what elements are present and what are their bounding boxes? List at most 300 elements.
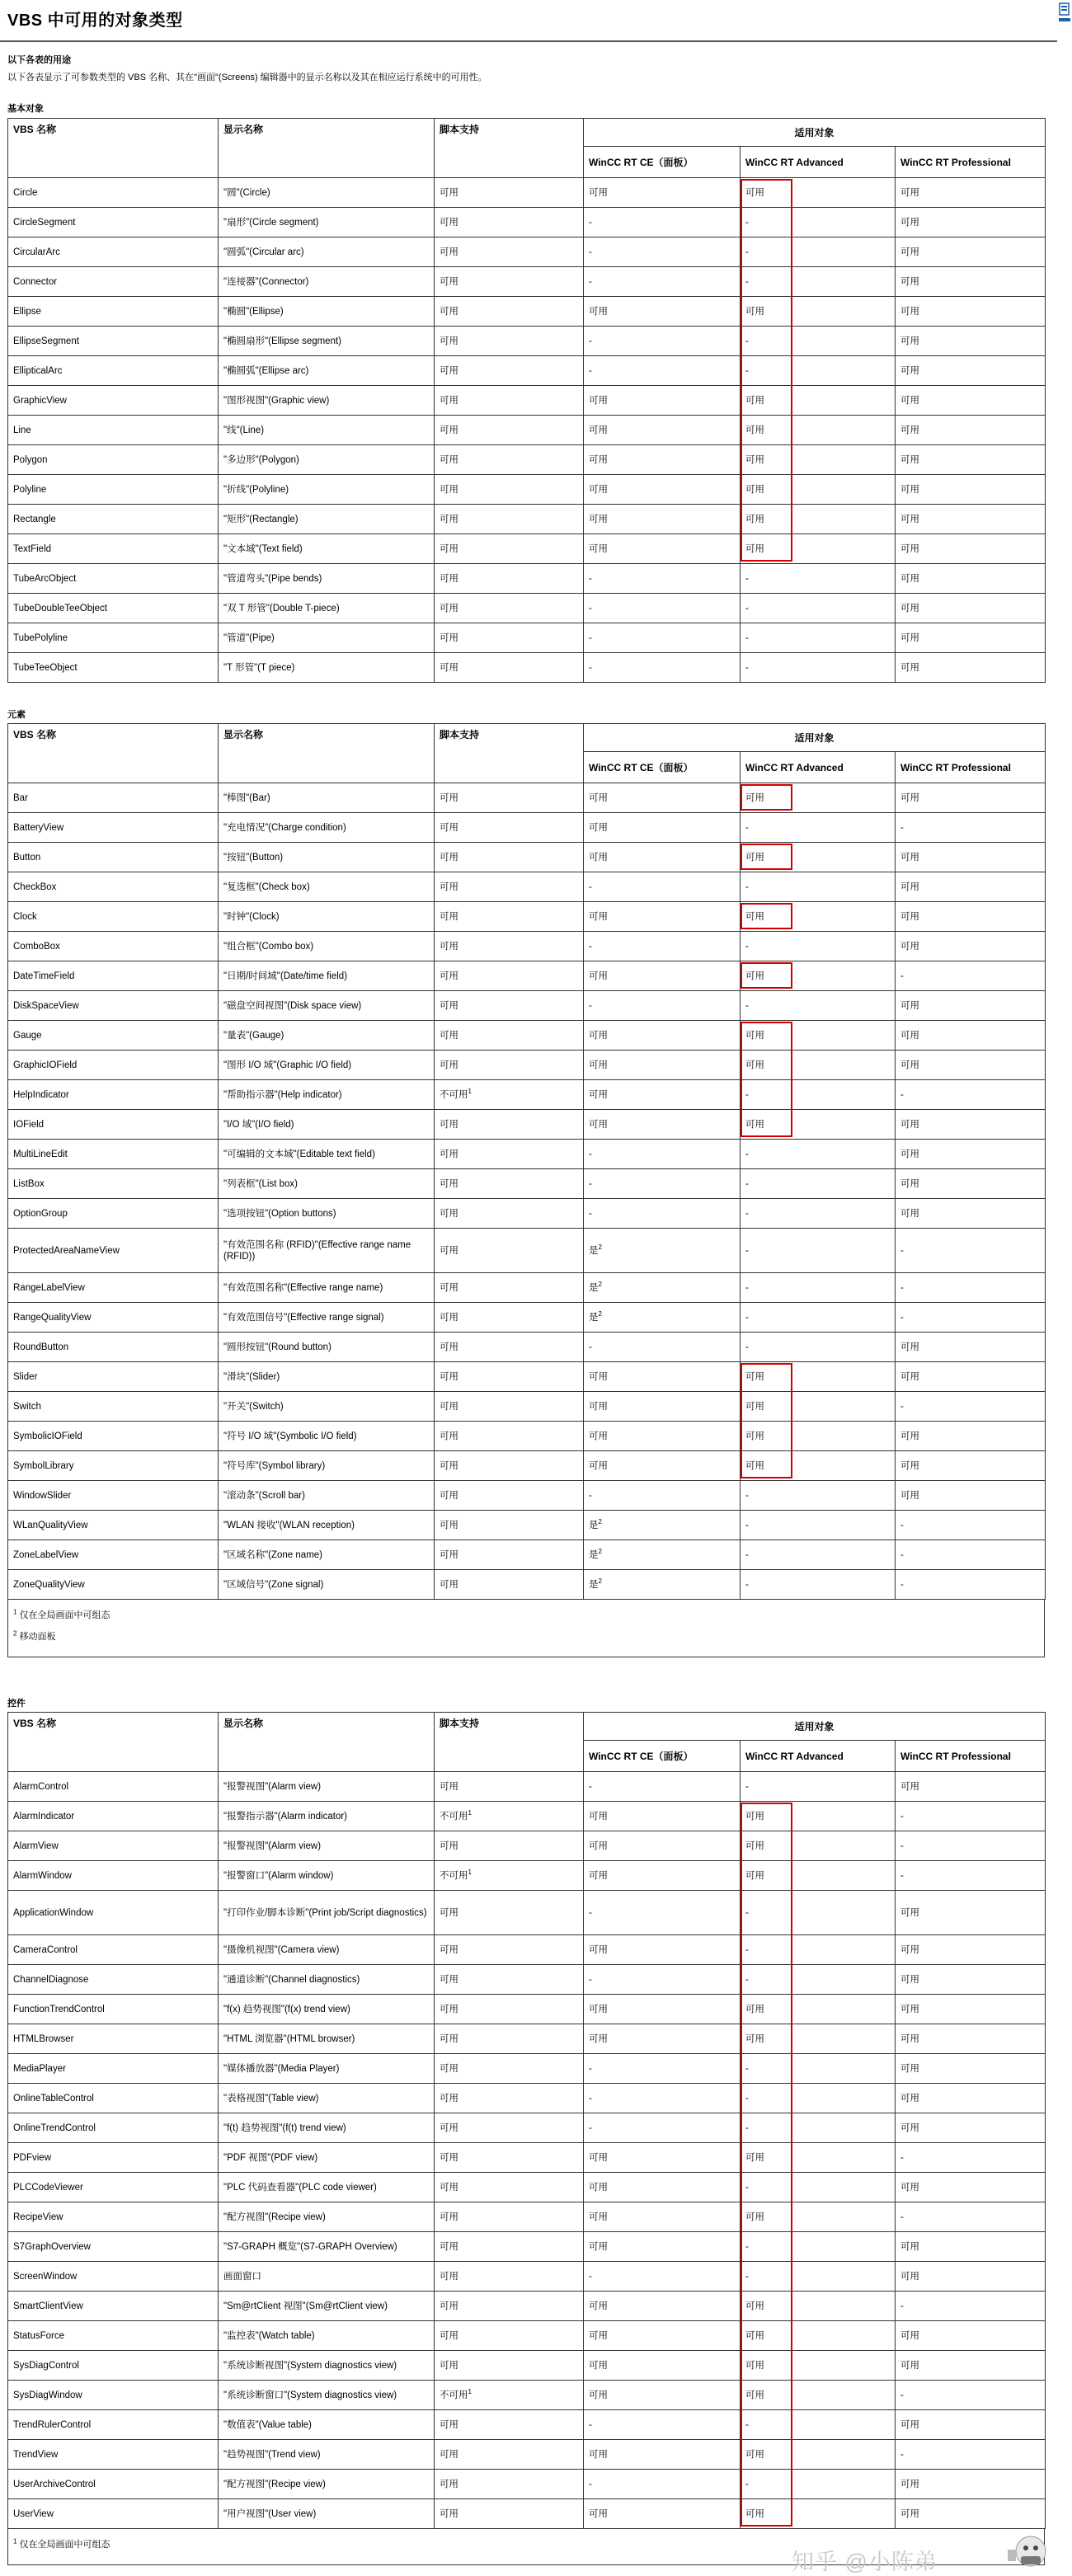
vbs-name-cell: FunctionTrendControl [8, 1995, 219, 2024]
vbs-name-cell: MultiLineEdit [8, 1140, 219, 1169]
display-name-cell: "圆"(Circle) [219, 178, 435, 208]
script-support-cell: 可用 [435, 1935, 584, 1965]
vbs-name-cell: ApplicationWindow [8, 1891, 219, 1935]
display-name-cell: "帮助指示器"(Help indicator) [219, 1080, 435, 1110]
vbs-name-cell: UserArchiveControl [8, 2470, 219, 2499]
display-name-cell: "系统诊断窗口"(System diagnostics view) [219, 2381, 435, 2410]
ce-cell: - [584, 991, 741, 1021]
section-heading: 元素 [7, 710, 26, 720]
display-name-cell: "配方视图"(Recipe view) [219, 2202, 435, 2232]
ce-cell: 可用 [584, 902, 741, 932]
advanced-cell: - [741, 872, 896, 902]
ce-cell: 可用 [584, 1995, 741, 2024]
advanced-cell: - [741, 208, 896, 237]
vbs-name-cell: Line [8, 416, 219, 445]
watermark-text: 知乎 @小陈弟 [792, 2550, 938, 2574]
professional-cell: 可用 [896, 1333, 1046, 1362]
footnote-mark: 2 [598, 1517, 602, 1525]
table-row [8, 1169, 1046, 1199]
col-header-ce: WinCC RT CE（面板） [584, 752, 741, 783]
ce-cell: 可用 [584, 1935, 741, 1965]
table-row [8, 2440, 1046, 2470]
professional-cell: 可用 [896, 356, 1046, 386]
professional-cell: 可用 [896, 2499, 1046, 2529]
display-name-cell: "PDF 视图"(PDF view) [219, 2143, 435, 2173]
table-row [8, 1570, 1046, 1600]
professional-cell: 可用 [896, 237, 1046, 267]
professional-cell: 可用 [896, 2410, 1046, 2440]
professional-cell: 可用 [896, 1772, 1046, 1802]
advanced-cell: - [741, 2232, 896, 2262]
ce-cell: 可用 [584, 1861, 741, 1891]
display-name-cell: "符号 I/O 域"(Symbolic I/O field) [219, 1422, 435, 1451]
ce-cell: 可用 [584, 2321, 741, 2351]
script-support-cell: 可用 [435, 2292, 584, 2321]
table-row [8, 961, 1046, 991]
table-row [8, 2470, 1046, 2499]
display-name-cell: "有效范围名称"(Effective range name) [219, 1273, 435, 1303]
ce-cell: 可用 [584, 297, 741, 327]
advanced-cell: - [741, 813, 896, 843]
footnote-mark: 1 [468, 2387, 472, 2395]
vbs-name-cell: BatteryView [8, 813, 219, 843]
col-header-advanced: WinCC RT Advanced [741, 1741, 896, 1772]
display-name-cell: "通道诊断"(Channel diagnostics) [219, 1965, 435, 1995]
col-header-display-name: 显示名称 [219, 119, 435, 178]
display-name-cell: "图形视图"(Graphic view) [219, 386, 435, 416]
table-row [8, 2173, 1046, 2202]
advanced-cell: - [741, 991, 896, 1021]
display-name-cell: "选项按钮"(Option buttons) [219, 1199, 435, 1229]
advanced-cell: 可用 [741, 178, 896, 208]
vbs-name-cell: RangeLabelView [8, 1273, 219, 1303]
display-name-cell: "椭圆扇形"(Ellipse segment) [219, 327, 435, 356]
ce-cell: 是$^2$ [584, 1511, 741, 1540]
table-row [8, 1273, 1046, 1303]
vbs-name-cell: CameraControl [8, 1935, 219, 1965]
table-row [8, 1392, 1046, 1422]
display-name-cell: "椭圆弧"(Ellipse arc) [219, 356, 435, 386]
display-name-cell: "监控表"(Watch table) [219, 2321, 435, 2351]
col-header-display-name: 显示名称 [219, 724, 435, 783]
professional-cell: 可用 [896, 1362, 1046, 1392]
professional-cell: 可用 [896, 2024, 1046, 2054]
advanced-cell: 可用 [741, 386, 896, 416]
script-support-cell: 可用 [435, 1021, 584, 1051]
footnote-line: $^1$ 仅在全局画面中可组态 [13, 1608, 110, 1620]
display-name-cell: "滚动条"(Scroll bar) [219, 1481, 435, 1511]
vbs-name-cell: S7GraphOverview [8, 2232, 219, 2262]
footnote-mark: 1 [13, 2537, 17, 2545]
table-row [8, 1303, 1046, 1333]
intro-text: 以下各表显示了可参数类型的 VBS 名称、其在"画面"(Screens) 编辑器中的显示名称以及其在相应运行系统中的可用性。 [7, 73, 487, 82]
advanced-cell: - [741, 1772, 896, 1802]
col-header-script-support: 脚本支持 [435, 119, 584, 178]
table-row [8, 2024, 1046, 2054]
col-header-applies-to: 适用对象 [584, 1713, 1046, 1741]
display-name-cell: "I/O 域"(I/O field) [219, 1110, 435, 1140]
table-row [8, 932, 1046, 961]
ce-cell: 可用 [584, 386, 741, 416]
ce-cell: 是$^2$ [584, 1303, 741, 1333]
professional-cell: 可用 [896, 2113, 1046, 2143]
script-support-cell: 可用 [435, 813, 584, 843]
vbs-name-cell: TubeArcObject [8, 564, 219, 594]
display-name-cell: "磁盘空间视图"(Disk space view) [219, 991, 435, 1021]
advanced-cell: 可用 [741, 843, 896, 872]
table-row [8, 1451, 1046, 1481]
table-row [8, 843, 1046, 872]
vbs-name-cell: PLCCodeViewer [8, 2173, 219, 2202]
professional-cell: - [896, 1392, 1046, 1422]
display-name-cell: "圆弧"(Circular arc) [219, 237, 435, 267]
advanced-cell: - [741, 2470, 896, 2499]
professional-cell: 可用 [896, 1891, 1046, 1935]
advanced-cell: 可用 [741, 1021, 896, 1051]
vbs-name-cell: CircleSegment [8, 208, 219, 237]
script-support-cell: 可用 [435, 2143, 584, 2173]
display-name-cell: "连接器"(Connector) [219, 267, 435, 297]
script-support-cell: 可用 [435, 1392, 584, 1422]
table-row [8, 2262, 1046, 2292]
vbs-name-cell: Polyline [8, 475, 219, 505]
script-support-cell: 可用 [435, 386, 584, 416]
script-support-cell: 可用 [435, 416, 584, 445]
advanced-cell: 可用 [741, 2024, 896, 2054]
col-header-professional: WinCC RT Professional [896, 1741, 1046, 1772]
advanced-cell: - [741, 1273, 896, 1303]
footnote-line: $^2$ 移动面板 [13, 1629, 56, 1642]
script-support-cell: 可用 [435, 1229, 584, 1273]
professional-cell: 可用 [896, 653, 1046, 683]
ce-cell: - [584, 2410, 741, 2440]
professional-cell: 可用 [896, 623, 1046, 653]
display-name-cell: "数值表"(Value table) [219, 2410, 435, 2440]
vbs-name-cell: RoundButton [8, 1333, 219, 1362]
ce-cell: - [584, 594, 741, 623]
advanced-cell: - [741, 564, 896, 594]
vbs-name-cell: IOField [8, 1110, 219, 1140]
script-support-cell: 可用 [435, 1169, 584, 1199]
display-name-cell: "椭圆"(Ellipse) [219, 297, 435, 327]
script-support-cell: 可用 [435, 1511, 584, 1540]
script-support-cell: 可用 [435, 2054, 584, 2084]
advanced-cell: - [741, 2410, 896, 2440]
ce-cell: 可用 [584, 2381, 741, 2410]
display-name-cell: "折线"(Polyline) [219, 475, 435, 505]
display-name-cell: "媒体播放器"(Media Player) [219, 2054, 435, 2084]
col-header-advanced: WinCC RT Advanced [741, 752, 896, 783]
vbs-name-cell: CheckBox [8, 872, 219, 902]
document-icon[interactable] [1059, 2, 1070, 23]
col-header-vbs-name: VBS 名称 [8, 1713, 219, 1772]
vbs-name-cell: ScreenWindow [8, 2262, 219, 2292]
ce-cell: 可用 [584, 2143, 741, 2173]
ce-cell: - [584, 653, 741, 683]
vbs-name-cell: Button [8, 843, 219, 872]
table-row [8, 534, 1046, 564]
table-row [8, 564, 1046, 594]
vbs-name-cell: SmartClientView [8, 2292, 219, 2321]
display-name-cell: "报警视图"(Alarm view) [219, 1772, 435, 1802]
vbs-name-cell: ChannelDiagnose [8, 1965, 219, 1995]
script-support-cell: 可用 [435, 2262, 584, 2292]
display-name-cell: "充电情况"(Charge condition) [219, 813, 435, 843]
vbs-name-cell: OnlineTableControl [8, 2084, 219, 2113]
professional-cell: - [896, 1080, 1046, 1110]
professional-cell: 可用 [896, 1995, 1046, 2024]
vbs-name-cell: SymbolicIOField [8, 1422, 219, 1451]
ce-cell: - [584, 1140, 741, 1169]
vbs-name-cell: EllipseSegment [8, 327, 219, 356]
advanced-cell: - [741, 1229, 896, 1273]
advanced-cell: - [741, 1965, 896, 1995]
professional-cell: 可用 [896, 297, 1046, 327]
table-row [8, 2321, 1046, 2351]
script-support-cell: 可用 [435, 2499, 584, 2529]
advanced-cell: - [741, 1891, 896, 1935]
script-support-cell: 可用 [435, 2173, 584, 2202]
table-row [8, 2113, 1046, 2143]
display-name-cell: "表格视图"(Table view) [219, 2084, 435, 2113]
display-name-cell: "可编辑的文本域"(Editable text field) [219, 1140, 435, 1169]
script-support-cell: 可用 [435, 1772, 584, 1802]
advanced-cell: - [741, 653, 896, 683]
ce-cell: 可用 [584, 783, 741, 813]
ce-cell: 可用 [584, 534, 741, 564]
script-support-cell: 可用 [435, 961, 584, 991]
advanced-cell: - [741, 1333, 896, 1362]
vbs-name-cell: Slider [8, 1362, 219, 1392]
ce-cell: 可用 [584, 813, 741, 843]
professional-cell: - [896, 1802, 1046, 1831]
script-support-cell: 可用 [435, 1891, 584, 1935]
professional-cell: 可用 [896, 475, 1046, 505]
table-row [8, 1995, 1046, 2024]
table-row [8, 1772, 1046, 1802]
professional-cell: 可用 [896, 1422, 1046, 1451]
script-support-cell: 可用 [435, 208, 584, 237]
display-name-cell: "报警窗口"(Alarm window) [219, 1861, 435, 1891]
vbs-name-cell: Ellipse [8, 297, 219, 327]
vbs-name-cell: SysDiagControl [8, 2351, 219, 2381]
script-support-cell: 可用 [435, 475, 584, 505]
col-header-ce: WinCC RT CE（面板） [584, 1741, 741, 1772]
table-row [8, 208, 1046, 237]
footnote-mark: 1 [468, 1087, 472, 1095]
ce-cell: - [584, 932, 741, 961]
vbs-name-cell: SysDiagWindow [8, 2381, 219, 2410]
professional-cell: 可用 [896, 2232, 1046, 2262]
vbs-name-cell: ProtectedAreaNameView [8, 1229, 219, 1273]
professional-cell: 可用 [896, 445, 1046, 475]
table-row [8, 2084, 1046, 2113]
professional-cell: 可用 [896, 783, 1046, 813]
advanced-cell: 可用 [741, 2292, 896, 2321]
professional-cell: 可用 [896, 872, 1046, 902]
advanced-cell: 可用 [741, 1051, 896, 1080]
footnote-mark: 2 [598, 1243, 602, 1251]
professional-cell: 可用 [896, 2173, 1046, 2202]
table-row [8, 1229, 1046, 1273]
display-name-cell: "列表框"(List box) [219, 1169, 435, 1199]
display-name-cell: "滑块"(Slider) [219, 1362, 435, 1392]
watermark-avatar-icon [1006, 2531, 1052, 2571]
ce-cell: 是$^2$ [584, 1540, 741, 1570]
professional-cell: 可用 [896, 1935, 1046, 1965]
display-name-cell: "T 形管"(T piece) [219, 653, 435, 683]
ce-cell: 可用 [584, 2292, 741, 2321]
ce-cell: 是$^2$ [584, 1570, 741, 1600]
advanced-cell: 可用 [741, 2202, 896, 2232]
script-support-cell: 可用 [435, 2321, 584, 2351]
ce-cell: 可用 [584, 1080, 741, 1110]
display-name-cell: "系统诊断视图"(System diagnostics view) [219, 2351, 435, 2381]
ce-cell: - [584, 1481, 741, 1511]
table-row [8, 1861, 1046, 1891]
table-row [8, 237, 1046, 267]
script-support-cell: 可用 [435, 1965, 584, 1995]
display-name-cell: "矩形"(Rectangle) [219, 505, 435, 534]
advanced-cell: 可用 [741, 2321, 896, 2351]
table-row [8, 872, 1046, 902]
display-name-cell: "区域名称"(Zone name) [219, 1540, 435, 1570]
script-support-cell: 可用 [435, 872, 584, 902]
script-support-cell: 可用 [435, 2470, 584, 2499]
table-row [8, 594, 1046, 623]
table-row [8, 1051, 1046, 1080]
table-row [8, 1021, 1046, 1051]
display-name-cell: "有效范围名称 (RFID)"(Effective range name (RFID)) [219, 1229, 435, 1273]
ce-cell: 可用 [584, 2440, 741, 2470]
table-row [8, 653, 1046, 683]
advanced-cell: - [741, 1080, 896, 1110]
advanced-cell: - [741, 267, 896, 297]
script-support-cell: 可用 [435, 1333, 584, 1362]
professional-cell: - [896, 1511, 1046, 1540]
ce-cell: 可用 [584, 1451, 741, 1481]
vbs-name-cell: DateTimeField [8, 961, 219, 991]
professional-cell: 可用 [896, 1140, 1046, 1169]
col-header-script-support: 脚本支持 [435, 1713, 584, 1772]
advanced-cell: - [741, 1199, 896, 1229]
table-row [8, 2351, 1046, 2381]
footnote-line: $^1$ 仅在全局画面中可组态 [13, 2537, 110, 2550]
footnote-mark: 1 [468, 1868, 472, 1876]
advanced-cell: - [741, 356, 896, 386]
advanced-cell: 可用 [741, 2351, 896, 2381]
ce-cell: 可用 [584, 1021, 741, 1051]
ce-cell: 可用 [584, 2173, 741, 2202]
script-support-cell: 可用 [435, 2202, 584, 2232]
footnote-mark: 2 [598, 1280, 602, 1288]
script-support-cell: 可用 [435, 902, 584, 932]
advanced-cell: 可用 [741, 1422, 896, 1451]
table-row [8, 386, 1046, 416]
advanced-cell: - [741, 1481, 896, 1511]
vbs-name-cell: AlarmControl [8, 1772, 219, 1802]
display-name-cell: "报警指示器"(Alarm indicator) [219, 1802, 435, 1831]
vbs-name-cell: WLanQualityView [8, 1511, 219, 1540]
ce-cell: - [584, 2113, 741, 2143]
vbs-name-cell: GraphicIOField [8, 1051, 219, 1080]
script-support-cell: 可用 [435, 356, 584, 386]
advanced-cell: - [741, 1935, 896, 1965]
ce-cell: - [584, 267, 741, 297]
professional-cell: - [896, 961, 1046, 991]
table-row [8, 416, 1046, 445]
script-support-cell: 可用 [435, 1140, 584, 1169]
table-row [8, 1831, 1046, 1861]
professional-cell: - [896, 1540, 1046, 1570]
section-heading: 基本对象 [7, 104, 44, 114]
professional-cell: 可用 [896, 1021, 1046, 1051]
script-support-cell: 可用 [435, 2113, 584, 2143]
ce-cell: 可用 [584, 1802, 741, 1831]
advanced-cell: 可用 [741, 1995, 896, 2024]
col-header-professional: WinCC RT Professional [896, 147, 1046, 178]
professional-cell: 可用 [896, 1199, 1046, 1229]
vbs-name-cell: MediaPlayer [8, 2054, 219, 2084]
advanced-cell: 可用 [741, 1392, 896, 1422]
vbs-name-cell: Circle [8, 178, 219, 208]
script-support-cell: 可用 [435, 1273, 584, 1303]
ce-cell: - [584, 327, 741, 356]
col-header-vbs-name: VBS 名称 [8, 724, 219, 783]
advanced-cell: 可用 [741, 2381, 896, 2410]
col-header-advanced: WinCC RT Advanced [741, 147, 896, 178]
table-row [8, 1080, 1046, 1110]
display-name-cell: "WLAN 接收"(WLAN reception) [219, 1511, 435, 1540]
vbs-name-cell: TrendRulerControl [8, 2410, 219, 2440]
professional-cell: - [896, 1861, 1046, 1891]
display-name-cell: "棒图"(Bar) [219, 783, 435, 813]
professional-cell: - [896, 1229, 1046, 1273]
ce-cell: 可用 [584, 1362, 741, 1392]
display-name-cell: "管道"(Pipe) [219, 623, 435, 653]
table-row [8, 2143, 1046, 2173]
vbs-name-cell: Gauge [8, 1021, 219, 1051]
script-support-cell: 可用 [435, 843, 584, 872]
vbs-name-cell: RecipeView [8, 2202, 219, 2232]
object-table [7, 1712, 1046, 2529]
advanced-cell: - [741, 237, 896, 267]
footnotes [7, 1600, 1045, 1657]
intro-heading: 以下各表的用途 [7, 55, 71, 65]
vbs-name-cell: Clock [8, 902, 219, 932]
advanced-cell: - [741, 1303, 896, 1333]
display-name-cell: "用户视图"(User view) [219, 2499, 435, 2529]
header-row [8, 1713, 1046, 1741]
display-name-cell: "量表"(Gauge) [219, 1021, 435, 1051]
advanced-cell: - [741, 2084, 896, 2113]
advanced-cell: 可用 [741, 2143, 896, 2173]
display-name-cell: "S7-GRAPH 概览"(S7-GRAPH Overview) [219, 2232, 435, 2262]
advanced-cell: - [741, 1540, 896, 1570]
table-row [8, 1110, 1046, 1140]
col-header-display-name: 显示名称 [219, 1713, 435, 1772]
professional-cell: 可用 [896, 1965, 1046, 1995]
vbs-name-cell: Switch [8, 1392, 219, 1422]
table-row [8, 1422, 1046, 1451]
ce-cell: - [584, 623, 741, 653]
display-name-cell: "摄像机视图"(Camera view) [219, 1935, 435, 1965]
table-row [8, 1481, 1046, 1511]
table-row [8, 2410, 1046, 2440]
vbs-name-cell: TrendView [8, 2440, 219, 2470]
script-support-cell: 可用 [435, 991, 584, 1021]
script-support-cell: 可用 [435, 1481, 584, 1511]
